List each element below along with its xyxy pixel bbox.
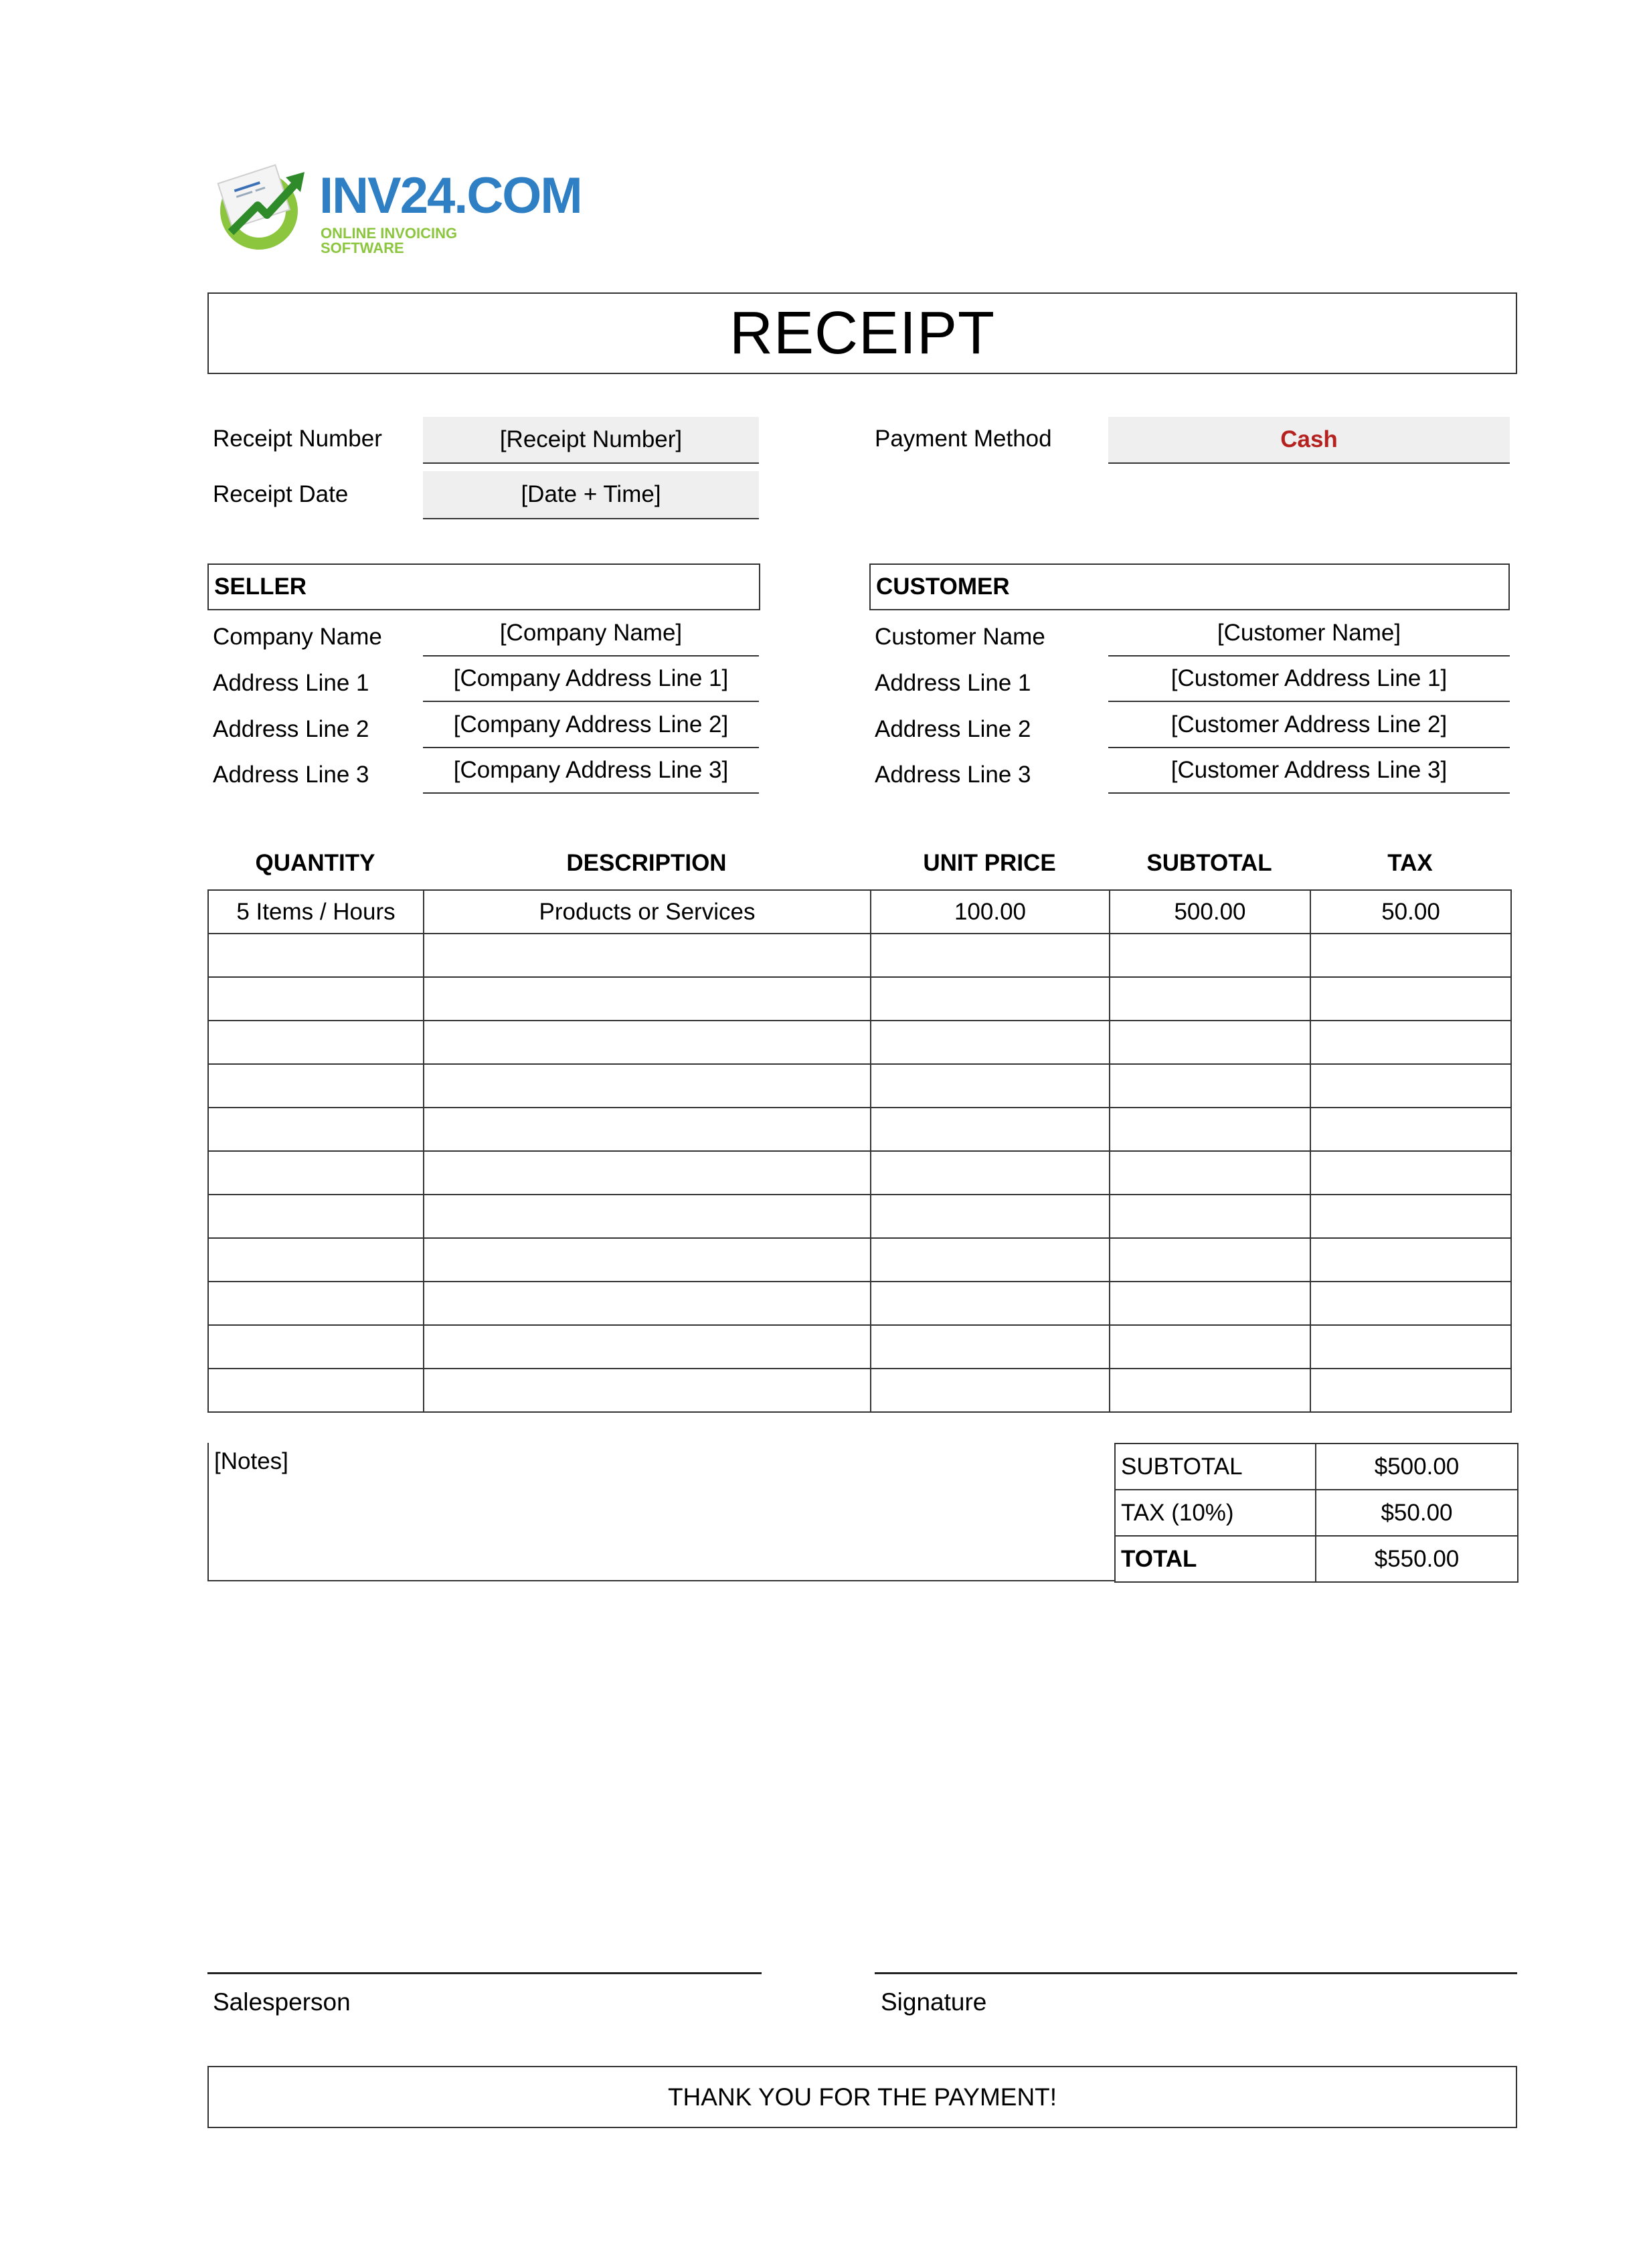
cell-subtotal[interactable] — [1110, 1325, 1310, 1369]
cell-description[interactable] — [424, 1369, 871, 1412]
cell-quantity[interactable] — [208, 1151, 424, 1195]
signature-label: Signature — [881, 1988, 987, 2016]
cell-description[interactable] — [424, 1064, 871, 1108]
cell-subtotal[interactable] — [1110, 1282, 1310, 1325]
cell-unit-price[interactable] — [871, 1151, 1110, 1195]
customer-row-label: Customer Name — [875, 624, 1045, 650]
cell-quantity[interactable] — [208, 1369, 424, 1412]
thank-you-footer — [207, 2066, 1517, 2128]
payment-method-value: Cash — [1280, 426, 1338, 452]
seller-row-value[interactable]: [Company Name] — [423, 610, 759, 657]
cell-tax[interactable] — [1310, 1151, 1511, 1195]
seller-row-label: Address Line 3 — [213, 762, 369, 788]
receipt-number-field[interactable]: [Receipt Number] — [423, 417, 759, 464]
table-row — [208, 1238, 1511, 1282]
cell-quantity[interactable] — [208, 1325, 424, 1369]
table-row — [208, 1151, 1511, 1195]
cell-quantity[interactable] — [208, 1195, 424, 1238]
total-row — [1115, 1536, 1518, 1582]
cell-quantity[interactable] — [208, 934, 424, 977]
brand-tagline: ONLINE INVOICING SOFTWARE — [321, 225, 458, 256]
brand-logo — [211, 157, 582, 256]
customer-signature-line[interactable] — [875, 1972, 1517, 1974]
cell-subtotal[interactable] — [1110, 1238, 1310, 1282]
table-row — [208, 1369, 1511, 1412]
table-row — [208, 1282, 1511, 1325]
tax-label: TAX (10%) — [1115, 1490, 1316, 1536]
cell-subtotal[interactable] — [1110, 1195, 1310, 1238]
total-value: $550.00 — [1316, 1536, 1518, 1582]
cell-tax[interactable] — [1310, 1238, 1511, 1282]
cell-unit-price[interactable] — [871, 1108, 1110, 1151]
salesperson-label: Salesperson — [213, 1988, 351, 2016]
seller-row-value[interactable]: [Company Address Line 1] — [423, 657, 759, 702]
cell-unit-price[interactable] — [871, 1195, 1110, 1238]
cell-unit-price[interactable] — [871, 977, 1110, 1021]
cell-quantity[interactable] — [208, 1064, 424, 1108]
seller-row-label: Address Line 2 — [213, 716, 369, 742]
salesperson-signature-line[interactable] — [207, 1972, 762, 1974]
seller-row-value[interactable]: [Company Address Line 3] — [423, 748, 759, 794]
payment-method-label: Payment Method — [875, 426, 1052, 452]
tax-row — [1115, 1490, 1518, 1536]
brand-name: INV24.COM — [319, 167, 582, 224]
footer-text: THANK YOU FOR THE PAYMENT! — [667, 2083, 1057, 2111]
tax-value: $50.00 — [1316, 1490, 1518, 1536]
cell-unit-price[interactable] — [871, 1369, 1110, 1412]
subtotal-value: $500.00 — [1316, 1444, 1518, 1490]
seller-row-label: Company Name — [213, 624, 382, 650]
cell-subtotal[interactable] — [1110, 934, 1310, 977]
col-header-unit-price: UNIT PRICE — [923, 850, 1056, 876]
cell-subtotal[interactable] — [1110, 1021, 1310, 1064]
cell-description[interactable] — [424, 1282, 871, 1325]
col-header-subtotal: SUBTOTAL — [1146, 850, 1272, 876]
cell-tax[interactable] — [1310, 1325, 1511, 1369]
cell-description[interactable] — [424, 934, 871, 977]
cell-tax[interactable] — [1310, 934, 1511, 977]
cell-tax[interactable] — [1310, 1064, 1511, 1108]
cell-description[interactable] — [424, 1021, 871, 1064]
seller-row-label: Address Line 1 — [213, 670, 369, 696]
table-row — [208, 934, 1511, 977]
customer-row-value[interactable]: [Customer Name] — [1108, 610, 1510, 657]
logo-emblem-icon — [211, 157, 318, 254]
cell-tax[interactable] — [1310, 1021, 1511, 1064]
table-row — [208, 1195, 1511, 1238]
cell-description[interactable] — [424, 977, 871, 1021]
cell-unit-price[interactable]: 100.00 — [871, 890, 1110, 934]
table-row — [208, 977, 1511, 1021]
receipt-title-box — [207, 292, 1517, 374]
cell-unit-price[interactable] — [871, 1238, 1110, 1282]
cell-quantity[interactable] — [208, 977, 424, 1021]
cell-unit-price[interactable] — [871, 934, 1110, 977]
col-header-description: DESCRIPTION — [566, 850, 727, 876]
table-row — [208, 1064, 1511, 1108]
customer-row-value[interactable]: [Customer Address Line 2] — [1108, 703, 1510, 748]
table-row — [208, 1108, 1511, 1151]
cell-subtotal[interactable] — [1110, 977, 1310, 1021]
cell-description[interactable] — [424, 1195, 871, 1238]
cell-unit-price[interactable] — [871, 1282, 1110, 1325]
subtotal-row — [1115, 1444, 1518, 1490]
cell-description[interactable] — [424, 1151, 871, 1195]
cell-subtotal[interactable] — [1110, 1151, 1310, 1195]
cell-tax[interactable] — [1310, 977, 1511, 1021]
cell-unit-price[interactable] — [871, 1325, 1110, 1369]
cell-unit-price[interactable] — [871, 1021, 1110, 1064]
cell-tax[interactable] — [1310, 1282, 1511, 1325]
seller-heading: SELLER — [207, 563, 760, 610]
total-label: TOTAL — [1115, 1536, 1316, 1582]
customer-heading: CUSTOMER — [869, 563, 1510, 610]
col-header-quantity: QUANTITY — [255, 850, 375, 876]
cell-quantity[interactable] — [208, 1238, 424, 1282]
cell-subtotal[interactable]: 500.00 — [1110, 890, 1310, 934]
cell-quantity[interactable] — [208, 1108, 424, 1151]
table-row — [208, 1021, 1511, 1064]
cell-subtotal[interactable] — [1110, 1108, 1310, 1151]
customer-row-value[interactable]: [Customer Address Line 3] — [1108, 748, 1510, 794]
customer-row-label: Address Line 3 — [875, 762, 1031, 788]
cell-quantity[interactable] — [208, 1021, 424, 1064]
cell-tax[interactable] — [1310, 1195, 1511, 1238]
cell-tax[interactable] — [1310, 1369, 1511, 1412]
payment-method-field[interactable] — [1108, 417, 1510, 464]
receipt-date-field[interactable]: [Date + Time] — [423, 471, 759, 519]
cell-description[interactable] — [424, 1325, 871, 1369]
receipt-number-label: Receipt Number — [213, 426, 382, 452]
table-row — [208, 890, 1511, 934]
customer-row-label: Address Line 2 — [875, 716, 1031, 742]
customer-row-value[interactable]: [Customer Address Line 1] — [1108, 657, 1510, 702]
cell-subtotal[interactable] — [1110, 1369, 1310, 1412]
items-table — [207, 889, 1512, 1413]
cell-tax[interactable]: 50.00 — [1310, 890, 1511, 934]
cell-subtotal[interactable] — [1110, 1064, 1310, 1108]
col-header-tax: TAX — [1387, 850, 1433, 876]
subtotal-label: SUBTOTAL — [1115, 1444, 1316, 1490]
cell-quantity[interactable] — [208, 1282, 424, 1325]
cell-unit-price[interactable] — [871, 1064, 1110, 1108]
table-row — [208, 1325, 1511, 1369]
cell-description[interactable] — [424, 1238, 871, 1282]
page-title: RECEIPT — [729, 299, 996, 367]
seller-row-value[interactable]: [Company Address Line 2] — [423, 703, 759, 748]
receipt-date-label: Receipt Date — [213, 481, 349, 507]
totals-table — [1114, 1443, 1518, 1583]
cell-quantity[interactable]: 5 Items / Hours — [208, 890, 424, 934]
notes-field[interactable]: [Notes] — [207, 1443, 1116, 1581]
cell-description[interactable] — [424, 1108, 871, 1151]
customer-row-label: Address Line 1 — [875, 670, 1031, 696]
cell-description[interactable]: Products or Services — [424, 890, 871, 934]
cell-tax[interactable] — [1310, 1108, 1511, 1151]
